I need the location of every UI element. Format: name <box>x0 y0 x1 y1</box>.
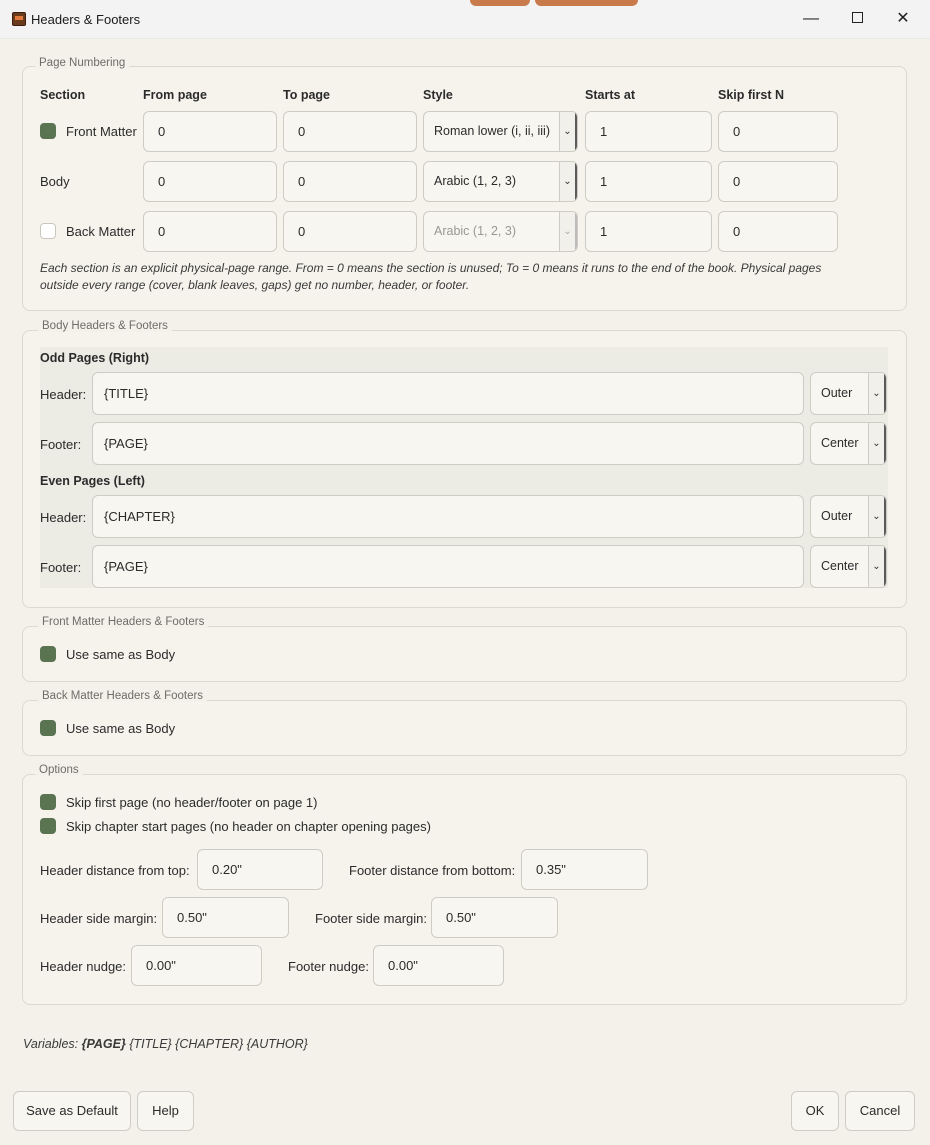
title-bar <box>0 0 930 39</box>
footer-nudge-field[interactable]: 0.00" <box>373 945 504 986</box>
col-section: Section <box>40 88 86 102</box>
maximize-icon[interactable] <box>842 8 872 30</box>
odd-footer-field[interactable]: {PAGE} <box>92 422 804 465</box>
footer-nudge-label: Footer nudge: <box>288 959 369 974</box>
even-footer-label: Footer: <box>40 560 82 575</box>
front-style-select[interactable]: Roman lower (i, ii, iii) ⌄ <box>423 111 578 152</box>
body-from-field[interactable]: 0 <box>143 161 277 202</box>
header-side-margin-label: Header side margin: <box>40 911 158 926</box>
variables-rest: {TITLE} {CHAPTER} {AUTHOR} <box>129 1037 308 1051</box>
odd-header-align-select[interactable]: Outer ⌄ <box>810 372 887 415</box>
col-starts-at: Starts at <box>585 88 636 102</box>
variable-page: {PAGE} <box>81 1037 126 1051</box>
body-starts-field[interactable]: 1 <box>585 161 712 202</box>
even-footer-align-select[interactable]: Center ⌄ <box>810 545 887 588</box>
skip-chapter-start-checkbox[interactable] <box>40 818 56 834</box>
back-same-as-body-label: Use same as Body <box>66 721 176 736</box>
col-skip-first: Skip first N <box>718 88 784 102</box>
col-from-page: From page <box>143 88 207 102</box>
page-numbering-note-2: outside every range (cover, blank leaves, gaps) get no number, header, or footer. <box>40 278 470 292</box>
even-pages-title: Even Pages (Left) <box>40 474 145 488</box>
chevron-down-icon: ⌄ <box>868 423 886 464</box>
front-to-field[interactable]: 0 <box>283 111 417 152</box>
body-skip-field[interactable]: 0 <box>718 161 838 202</box>
footer-side-margin-label: Footer side margin: <box>315 911 427 926</box>
chevron-down-icon: ⌄ <box>868 546 886 587</box>
back-matter-label: Back Matter <box>66 224 136 239</box>
minimize-icon[interactable]: — <box>803 10 819 27</box>
front-same-as-body-label: Use same as Body <box>66 647 176 662</box>
back-starts-field[interactable]: 1 <box>585 211 712 252</box>
footer-side-margin-field[interactable]: 0.50" <box>431 897 558 938</box>
even-header-align-select[interactable]: Outer ⌄ <box>810 495 887 538</box>
odd-header-label: Header: <box>40 387 87 402</box>
col-style: Style <box>423 88 453 102</box>
back-style-select: Arabic (1, 2, 3) ⌄ <box>423 211 578 252</box>
back-from-field[interactable]: 0 <box>143 211 277 252</box>
body-label: Body <box>40 174 70 189</box>
back-skip-field[interactable]: 0 <box>718 211 838 252</box>
header-side-margin-field[interactable]: 0.50" <box>162 897 289 938</box>
chevron-down-icon: ⌄ <box>559 212 577 251</box>
header-distance-field[interactable]: 0.20" <box>197 849 323 890</box>
chevron-down-icon: ⌄ <box>559 112 577 151</box>
back-to-field[interactable]: 0 <box>283 211 417 252</box>
even-header-field[interactable]: {CHAPTER} <box>92 495 804 538</box>
footer-distance-label: Footer distance from bottom: <box>349 863 516 878</box>
page-numbering-note-1: Each section is an explicit physical-page range. From = 0 means the section is unused; To = 0 means it runs to the end of the book. Physical pages <box>40 261 822 275</box>
options-title: Options <box>35 764 83 776</box>
background-deco <box>535 0 638 6</box>
front-from-field[interactable]: 0 <box>143 111 277 152</box>
variables-prefix: Variables: <box>23 1037 79 1051</box>
odd-footer-align-select[interactable]: Center ⌄ <box>810 422 887 465</box>
back-same-as-body-checkbox[interactable] <box>40 720 56 736</box>
chevron-down-icon: ⌄ <box>868 373 886 414</box>
header-nudge-label: Header nudge: <box>40 959 127 974</box>
footer-distance-field[interactable]: 0.35" <box>521 849 648 890</box>
front-matter-checkbox[interactable] <box>40 123 56 139</box>
background-deco <box>470 0 530 6</box>
skip-first-page-label: Skip first page (no header/footer on page 1) <box>66 795 318 810</box>
even-header-label: Header: <box>40 510 87 525</box>
odd-header-field[interactable]: {TITLE} <box>92 372 804 415</box>
front-starts-field[interactable]: 1 <box>585 111 712 152</box>
ok-button[interactable]: OK <box>791 1091 839 1131</box>
body-style-select[interactable]: Arabic (1, 2, 3) ⌄ <box>423 161 578 202</box>
body-to-field[interactable]: 0 <box>283 161 417 202</box>
page-numbering-title: Page Numbering <box>35 57 129 69</box>
front-skip-field[interactable]: 0 <box>718 111 838 152</box>
chevron-down-icon: ⌄ <box>868 496 886 537</box>
cancel-button[interactable]: Cancel <box>845 1091 915 1131</box>
even-footer-field[interactable]: {PAGE} <box>92 545 804 588</box>
header-distance-label: Header distance from top: <box>40 863 190 878</box>
body-hf-title: Body Headers & Footers <box>38 320 172 332</box>
window-title: Headers & Footers <box>31 12 141 27</box>
front-same-as-body-checkbox[interactable] <box>40 646 56 662</box>
skip-chapter-start-label: Skip chapter start pages (no header on chapter opening pages) <box>66 819 431 834</box>
chevron-down-icon: ⌄ <box>559 162 577 201</box>
header-nudge-field[interactable]: 0.00" <box>131 945 262 986</box>
back-hf-title: Back Matter Headers & Footers <box>38 690 207 702</box>
odd-pages-title: Odd Pages (Right) <box>40 351 150 365</box>
help-button[interactable]: Help <box>137 1091 194 1131</box>
save-as-default-button[interactable]: Save as Default <box>13 1091 131 1131</box>
back-matter-checkbox[interactable] <box>40 223 56 239</box>
front-matter-label: Front Matter <box>66 124 137 139</box>
front-hf-title: Front Matter Headers & Footers <box>38 616 208 628</box>
skip-first-page-checkbox[interactable] <box>40 794 56 810</box>
col-to-page: To page <box>283 88 330 102</box>
close-icon[interactable]: ✕ <box>896 10 910 27</box>
variables-line <box>23 1037 308 1051</box>
app-icon <box>12 12 26 26</box>
odd-footer-label: Footer: <box>40 437 82 452</box>
